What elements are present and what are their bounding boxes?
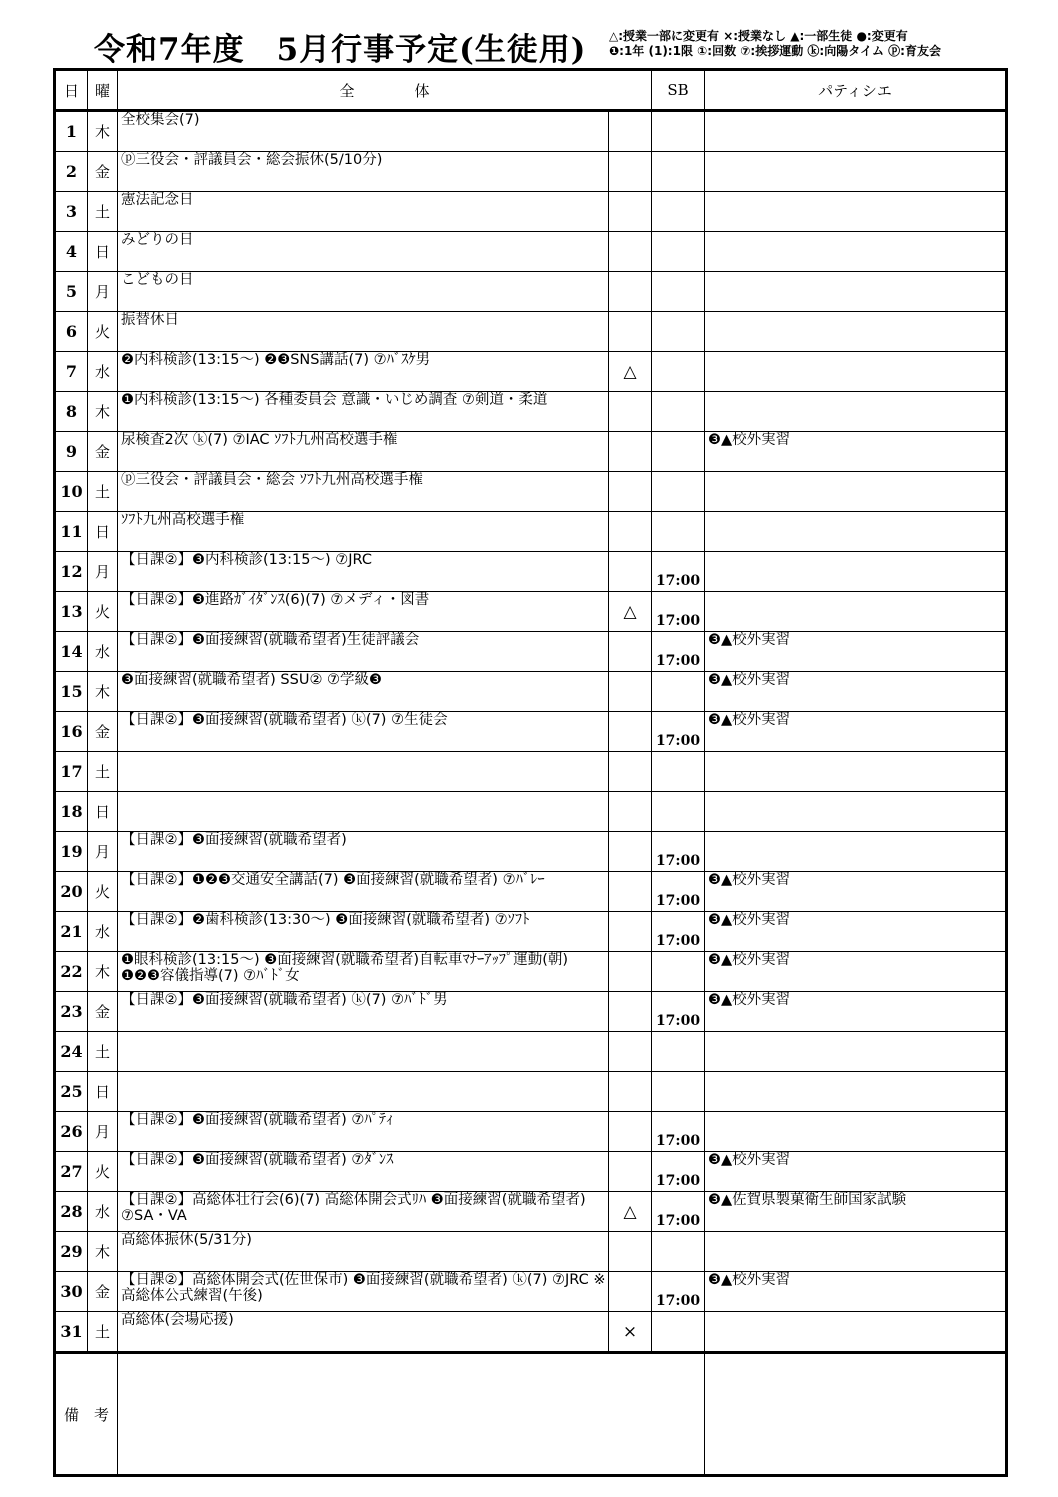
event-cell: ⓟ三役会・評議員会・総会 ｿﾌﾄ九州高校選手権	[118, 472, 609, 512]
day-number: 22	[55, 952, 88, 992]
table-row	[55, 432, 1007, 472]
day-number: 5	[55, 272, 88, 312]
sb-time: 17:00	[652, 872, 705, 912]
weekday: 火	[88, 592, 118, 632]
table-row	[55, 312, 1007, 352]
class-change-mark: △	[609, 1192, 652, 1232]
table-row	[55, 712, 1007, 752]
weekday: 土	[88, 1032, 118, 1072]
table-row	[55, 912, 1007, 952]
sb-time: 17:00	[652, 832, 705, 872]
weekday: 水	[88, 912, 118, 952]
table-row	[55, 111, 1007, 152]
weekday: 水	[88, 1192, 118, 1232]
table-row	[55, 1032, 1007, 1072]
table-row	[55, 792, 1007, 832]
event-cell: 高総体振休(5/31分)	[118, 1232, 609, 1272]
patissier-cell	[705, 272, 1007, 312]
event-cell	[118, 792, 609, 832]
sb-time	[652, 1032, 705, 1072]
weekday: 木	[88, 392, 118, 432]
day-number: 26	[55, 1112, 88, 1152]
sb-time	[652, 512, 705, 552]
event-cell: 憲法記念日	[118, 192, 609, 232]
table-row	[55, 672, 1007, 712]
event-cell: 【日課②】❸面接練習(就職希望者) ⓚ(7) ⑦生徒会	[118, 712, 609, 752]
event-cell: ❷内科検診(13:15～) ❷❸SNS講話(7) ⑦ﾊﾞｽｹ男	[118, 352, 609, 392]
weekday: 金	[88, 1272, 118, 1312]
page-title: 令和7年度 5月行事予定(生徒用)	[94, 32, 587, 68]
patissier-cell	[705, 152, 1007, 192]
table-row	[55, 1112, 1007, 1152]
class-change-mark	[609, 552, 652, 592]
patissier-cell	[705, 832, 1007, 872]
sb-time	[652, 352, 705, 392]
weekday: 月	[88, 832, 118, 872]
patissier-cell: ❸▲校外実習	[705, 712, 1007, 752]
patissier-cell	[705, 1112, 1007, 1152]
patissier-cell: ❸▲校外実習	[705, 1152, 1007, 1192]
patissier-cell	[705, 1232, 1007, 1272]
class-change-mark	[609, 192, 652, 232]
table-row	[55, 1152, 1007, 1192]
patissier-cell: ❸▲校外実習	[705, 632, 1007, 672]
class-change-mark	[609, 912, 652, 952]
weekday: 木	[88, 1232, 118, 1272]
sb-time	[652, 792, 705, 832]
patissier-cell: ❸▲校外実習	[705, 1272, 1007, 1312]
day-number: 21	[55, 912, 88, 952]
table-row	[55, 952, 1007, 992]
table-row	[55, 512, 1007, 552]
day-number: 29	[55, 1232, 88, 1272]
patissier-cell	[705, 752, 1007, 792]
class-change-mark	[609, 672, 652, 712]
day-number: 13	[55, 592, 88, 632]
class-change-mark	[609, 1272, 652, 1312]
sb-time	[652, 672, 705, 712]
class-change-mark	[609, 432, 652, 472]
event-cell: ⓟ三役会・評議員会・総会振休(5/10分)	[118, 152, 609, 192]
day-number: 30	[55, 1272, 88, 1312]
table-row	[55, 992, 1007, 1032]
class-change-mark	[609, 312, 652, 352]
weekday: 金	[88, 432, 118, 472]
weekday: 土	[88, 752, 118, 792]
event-cell: 【日課②】❸面接練習(就職希望者)	[118, 832, 609, 872]
day-number: 19	[55, 832, 88, 872]
table-row	[55, 1072, 1007, 1112]
class-change-mark	[609, 632, 652, 672]
sb-time	[652, 192, 705, 232]
event-cell: 【日課②】❶❷❸交通安全講話(7) ❸面接練習(就職希望者) ⑦ﾊﾞﾚｰ	[118, 872, 609, 912]
class-change-mark	[609, 712, 652, 752]
notes-patissier	[705, 1353, 1007, 1476]
class-change-mark	[609, 1072, 652, 1112]
weekday: 月	[88, 1112, 118, 1152]
header-sb: SB	[652, 70, 705, 111]
notes-row	[55, 1353, 1007, 1476]
day-number: 10	[55, 472, 88, 512]
class-change-mark	[609, 232, 652, 272]
weekday: 土	[88, 192, 118, 232]
class-change-mark	[609, 472, 652, 512]
weekday: 火	[88, 1152, 118, 1192]
event-cell: 【日課②】❸面接練習(就職希望者) ⑦ﾊﾟﾃｨ	[118, 1112, 609, 1152]
sb-time: 17:00	[652, 1192, 705, 1232]
event-cell: 【日課②】❸面接練習(就職希望者) ⑦ﾀﾞﾝｽ	[118, 1152, 609, 1192]
day-number: 7	[55, 352, 88, 392]
event-cell: 【日課②】❸進路ｶﾞｲﾀﾞﾝｽ(6)(7) ⑦メディ・図書	[118, 592, 609, 632]
table-row	[55, 272, 1007, 312]
table-row	[55, 752, 1007, 792]
sb-time: 17:00	[652, 912, 705, 952]
event-cell: みどりの日	[118, 232, 609, 272]
class-change-mark	[609, 872, 652, 912]
weekday: 日	[88, 1072, 118, 1112]
weekday: 日	[88, 512, 118, 552]
sb-time	[652, 111, 705, 152]
day-number: 24	[55, 1032, 88, 1072]
header-day: 日	[55, 70, 88, 111]
patissier-cell	[705, 1072, 1007, 1112]
day-number: 12	[55, 552, 88, 592]
class-change-mark: ×	[609, 1312, 652, 1353]
day-number: 23	[55, 992, 88, 1032]
sb-time: 17:00	[652, 1272, 705, 1312]
event-cell: ｿﾌﾄ九州高校選手権	[118, 512, 609, 552]
patissier-cell: ❸▲校外実習	[705, 872, 1007, 912]
table-row	[55, 192, 1007, 232]
event-cell: 尿検査2次 ⓚ(7) ⑦IAC ｿﾌﾄ九州高校選手権	[118, 432, 609, 472]
sb-time	[652, 752, 705, 792]
class-change-mark	[609, 512, 652, 552]
event-cell	[118, 1072, 609, 1112]
event-cell: ❶内科検診(13:15～) 各種委員会 意識・いじめ調査 ⑦剣道・柔道	[118, 392, 609, 432]
class-change-mark	[609, 392, 652, 432]
class-change-mark	[609, 1152, 652, 1192]
sb-time	[652, 1072, 705, 1112]
patissier-cell	[705, 512, 1007, 552]
header-patissier: パティシエ	[705, 70, 1007, 111]
event-cell: 【日課②】❸面接練習(就職希望者) ⓚ(7) ⑦ﾊﾞﾄﾞ男	[118, 992, 609, 1032]
sb-time	[652, 232, 705, 272]
sb-time	[652, 952, 705, 992]
class-change-mark	[609, 1112, 652, 1152]
weekday: 木	[88, 952, 118, 992]
day-number: 15	[55, 672, 88, 712]
day-number: 31	[55, 1312, 88, 1353]
event-cell: ❶眼科検診(13:15～) ❸面接練習(就職希望者)自転車ﾏﾅｰｱｯﾌﾟ運動(朝) ❶❷❸容儀指導(7) ⑦ﾊﾞﾄﾞ女	[118, 952, 609, 992]
class-change-mark	[609, 752, 652, 792]
weekday: 土	[88, 1312, 118, 1353]
event-cell: 【日課②】高総体壮行会(6)(7) 高総体開会式ﾘﾊ ❸面接練習(就職希望者) ⑦SA・VA	[118, 1192, 609, 1232]
weekday: 日	[88, 792, 118, 832]
table-row	[55, 872, 1007, 912]
sb-time	[652, 1312, 705, 1353]
patissier-cell	[705, 192, 1007, 232]
event-cell: 【日課②】❸内科検診(13:15～) ⑦JRC	[118, 552, 609, 592]
table-row	[55, 152, 1007, 192]
class-change-mark	[609, 792, 652, 832]
sb-time: 17:00	[652, 712, 705, 752]
sb-time: 17:00	[652, 1112, 705, 1152]
weekday: 金	[88, 712, 118, 752]
event-cell	[118, 1032, 609, 1072]
table-row	[55, 1232, 1007, 1272]
weekday: 月	[88, 272, 118, 312]
event-cell: 振替休日	[118, 312, 609, 352]
table-row	[55, 392, 1007, 432]
class-change-mark	[609, 1232, 652, 1272]
table-row	[55, 632, 1007, 672]
event-cell: 全校集会(7)	[118, 111, 609, 152]
day-number: 8	[55, 392, 88, 432]
day-number: 27	[55, 1152, 88, 1192]
patissier-cell: ❸▲校外実習	[705, 992, 1007, 1032]
weekday: 木	[88, 672, 118, 712]
day-number: 3	[55, 192, 88, 232]
class-change-mark	[609, 952, 652, 992]
sb-time	[652, 432, 705, 472]
weekday: 火	[88, 312, 118, 352]
sb-time	[652, 1232, 705, 1272]
day-number: 1	[55, 111, 88, 152]
class-change-mark	[609, 1032, 652, 1072]
table-row	[55, 552, 1007, 592]
patissier-cell: ❸▲校外実習	[705, 952, 1007, 992]
weekday: 木	[88, 111, 118, 152]
patissier-cell	[705, 111, 1007, 152]
sb-time	[652, 312, 705, 352]
day-number: 25	[55, 1072, 88, 1112]
header-weekday: 曜	[88, 70, 118, 111]
day-number: 17	[55, 752, 88, 792]
weekday: 金	[88, 992, 118, 1032]
patissier-cell	[705, 472, 1007, 512]
patissier-cell	[705, 232, 1007, 272]
patissier-cell	[705, 552, 1007, 592]
class-change-mark: △	[609, 352, 652, 392]
legend-line-1: △:授業一部に変更有 ×:授業なし ▲:一部生徒 ●:変更有	[609, 29, 908, 43]
event-cell: こどもの日	[118, 272, 609, 312]
event-cell: 【日課②】❸面接練習(就職希望者)生徒評議会	[118, 632, 609, 672]
event-cell: 高総体(会場応援)	[118, 1312, 609, 1353]
day-number: 6	[55, 312, 88, 352]
day-number: 11	[55, 512, 88, 552]
sb-time: 17:00	[652, 632, 705, 672]
table-row	[55, 832, 1007, 872]
notes-label: 備 考	[55, 1353, 118, 1476]
header-all: 全 体	[118, 70, 652, 111]
weekday: 水	[88, 352, 118, 392]
day-number: 18	[55, 792, 88, 832]
event-cell: 【日課②】高総体開会式(佐世保市) ❸面接練習(就職希望者) ⓚ(7) ⑦JRC ※高総体公式練習(午後)	[118, 1272, 609, 1312]
day-number: 28	[55, 1192, 88, 1232]
weekday: 水	[88, 632, 118, 672]
weekday: 土	[88, 472, 118, 512]
weekday: 火	[88, 872, 118, 912]
schedule-table	[53, 68, 1008, 1477]
table-row	[55, 1272, 1007, 1312]
header-row	[55, 70, 1007, 111]
patissier-cell: ❸▲校外実習	[705, 912, 1007, 952]
notes-content	[118, 1353, 705, 1476]
sb-time: 17:00	[652, 552, 705, 592]
day-number: 20	[55, 872, 88, 912]
event-cell	[118, 752, 609, 792]
sb-time: 17:00	[652, 1152, 705, 1192]
sb-time: 17:00	[652, 592, 705, 632]
sb-time	[652, 272, 705, 312]
table-row	[55, 472, 1007, 512]
patissier-cell	[705, 1032, 1007, 1072]
patissier-cell	[705, 312, 1007, 352]
class-change-mark: △	[609, 592, 652, 632]
day-number: 16	[55, 712, 88, 752]
day-number: 9	[55, 432, 88, 472]
patissier-cell: ❸▲校外実習	[705, 432, 1007, 472]
schedule-body	[55, 111, 1007, 1353]
sb-time	[652, 152, 705, 192]
table-row	[55, 232, 1007, 272]
day-number: 2	[55, 152, 88, 192]
legend-line-2: ❶:1年 (1):1限 ①:回数 ⑦:挨拶運動 ⓚ:向陽タイム ⓟ:育友会	[609, 44, 941, 58]
table-row	[55, 1192, 1007, 1232]
weekday: 金	[88, 152, 118, 192]
class-change-mark	[609, 152, 652, 192]
sb-time: 17:00	[652, 992, 705, 1032]
patissier-cell	[705, 392, 1007, 432]
legend	[609, 29, 941, 59]
table-row	[55, 592, 1007, 632]
table-row	[55, 1312, 1007, 1353]
table-row	[55, 352, 1007, 392]
patissier-cell	[705, 792, 1007, 832]
class-change-mark	[609, 111, 652, 152]
class-change-mark	[609, 272, 652, 312]
day-number: 4	[55, 232, 88, 272]
weekday: 月	[88, 552, 118, 592]
sb-time	[652, 472, 705, 512]
patissier-cell: ❸▲校外実習	[705, 672, 1007, 712]
patissier-cell	[705, 1312, 1007, 1353]
patissier-cell	[705, 352, 1007, 392]
event-cell: ❸面接練習(就職希望者) SSU② ⑦学級❸	[118, 672, 609, 712]
class-change-mark	[609, 992, 652, 1032]
day-number: 14	[55, 632, 88, 672]
sb-time	[652, 392, 705, 432]
class-change-mark	[609, 832, 652, 872]
weekday: 日	[88, 232, 118, 272]
patissier-cell	[705, 592, 1007, 632]
patissier-cell: ❸▲佐賀県製菓衛生師国家試験	[705, 1192, 1007, 1232]
event-cell: 【日課②】❷歯科検診(13:30～) ❸面接練習(就職希望者) ⑦ｿﾌﾄ	[118, 912, 609, 952]
